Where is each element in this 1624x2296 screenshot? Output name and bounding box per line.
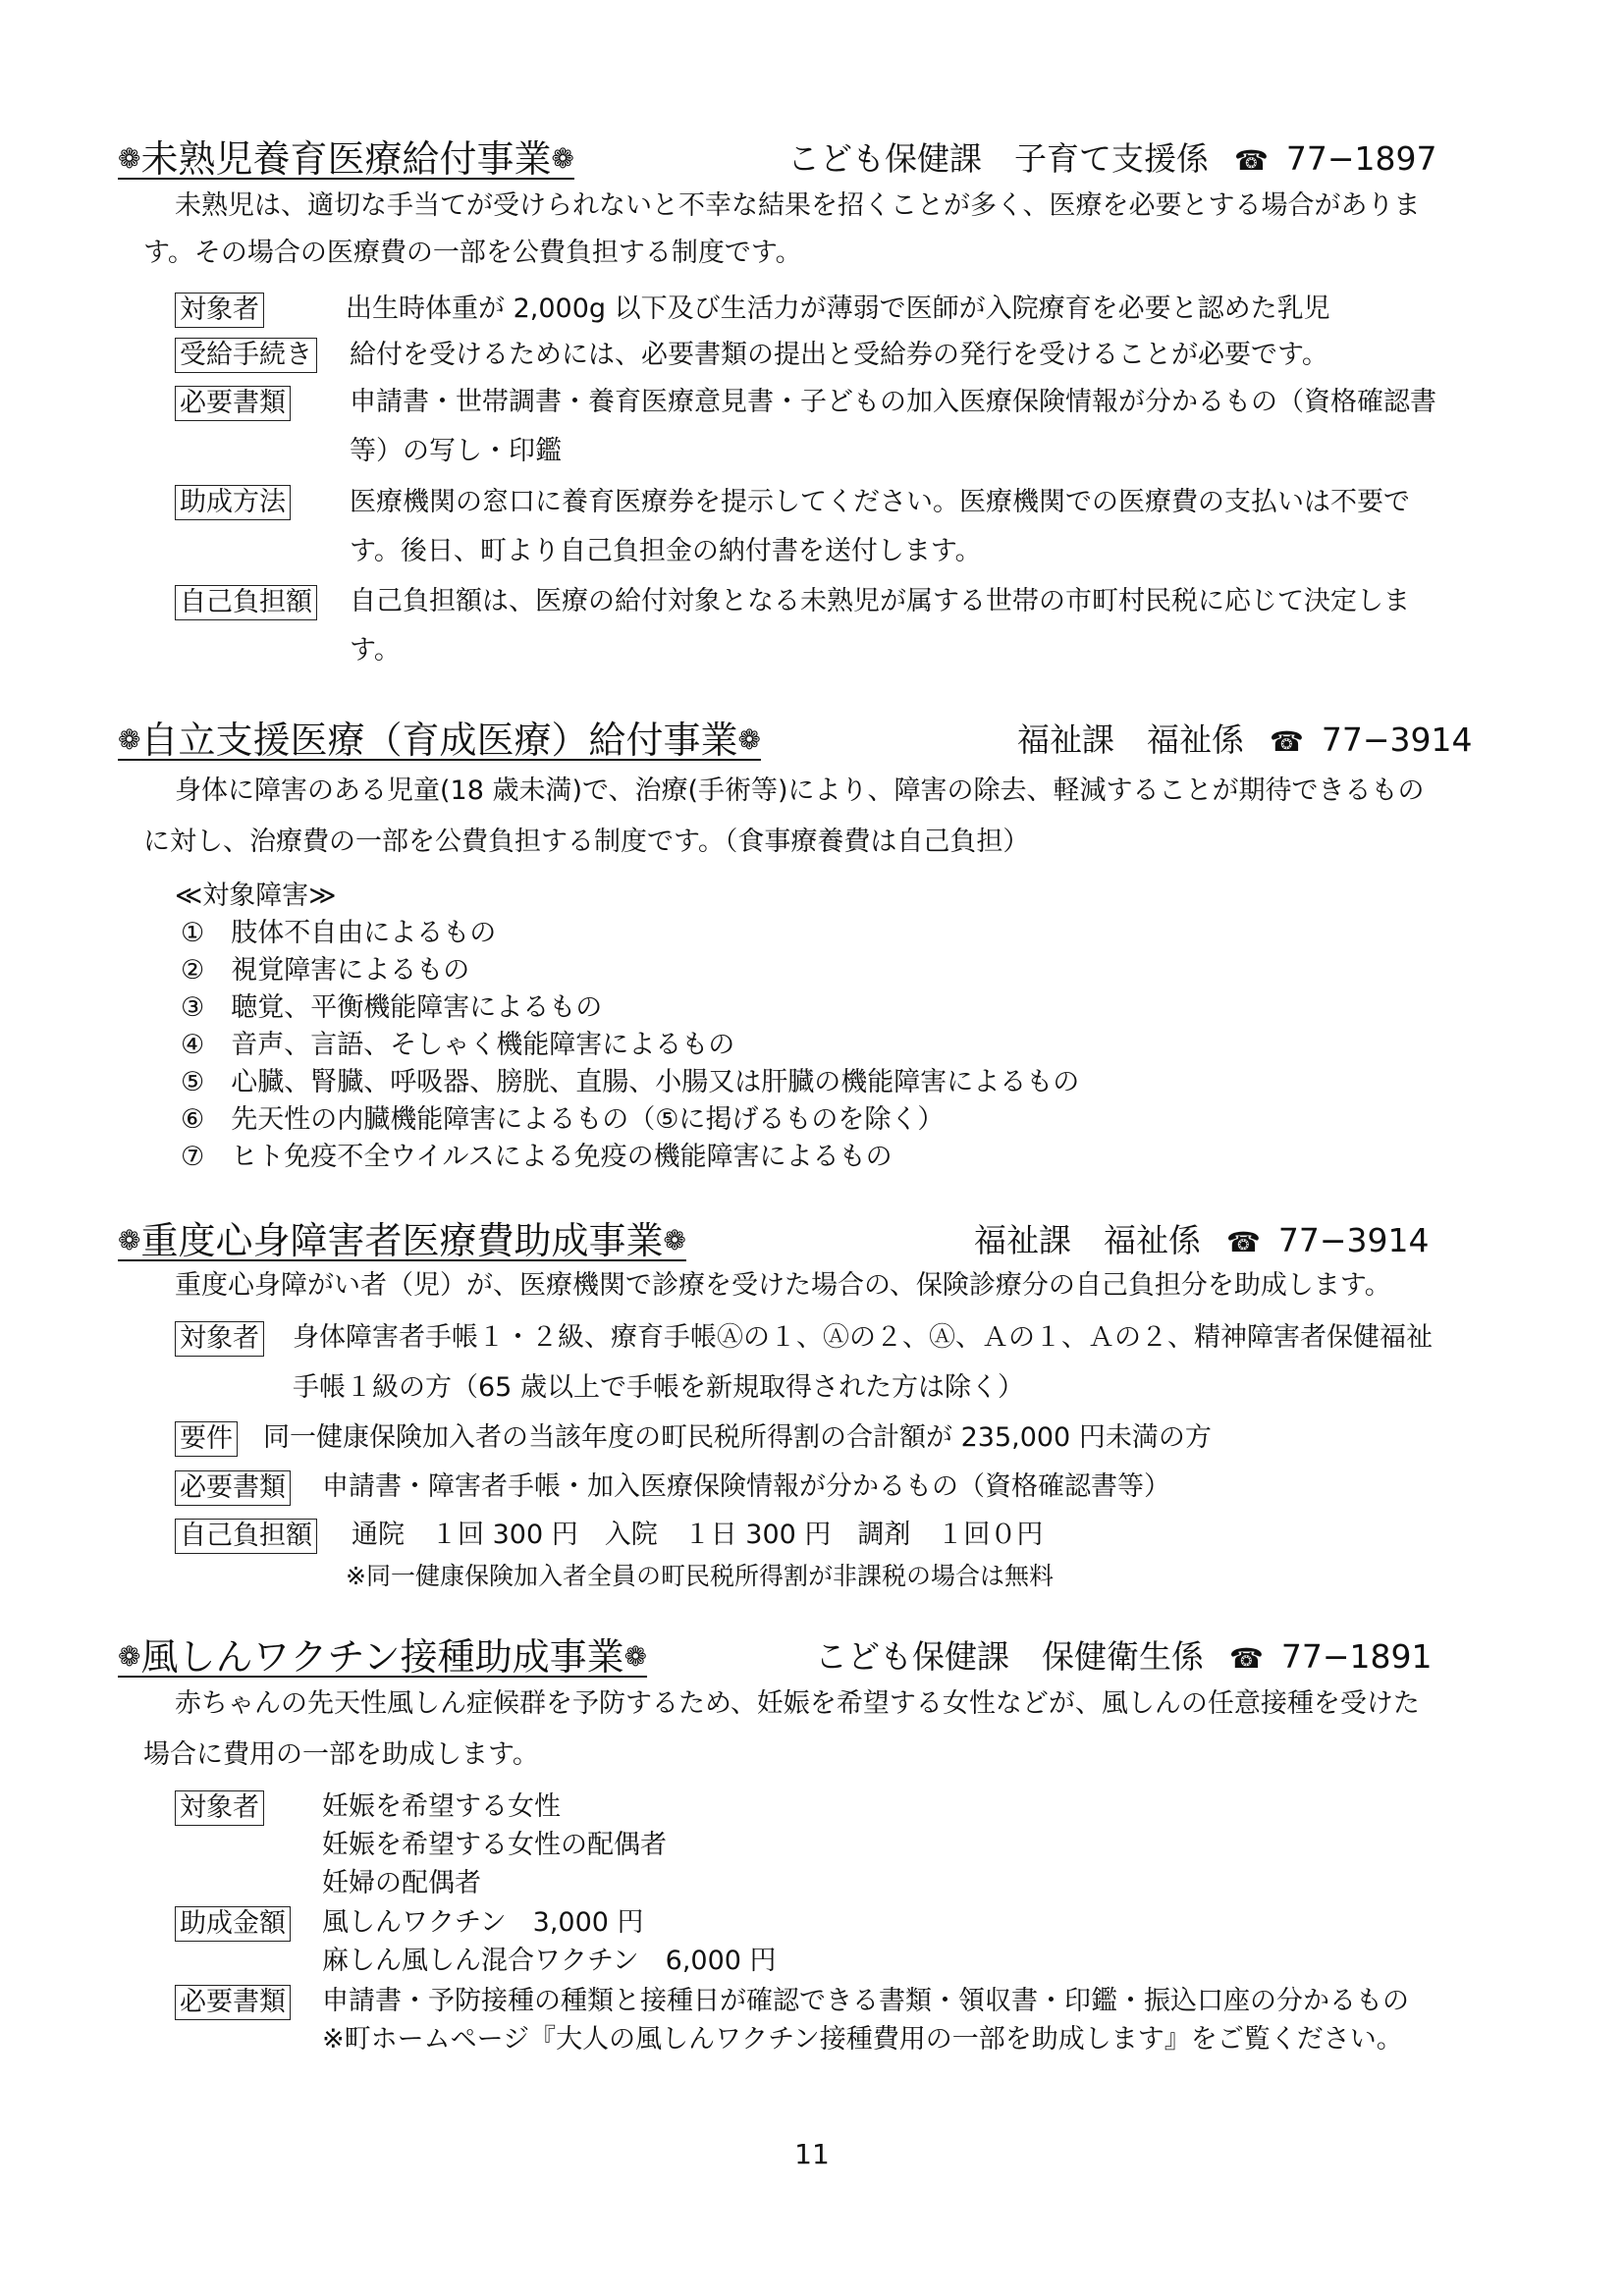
item-text: 出生時体重が 2,000g 以下及び生活力が薄弱で医師が入院療育を必要と認めた乳児 — [346, 294, 1330, 324]
section-contact: こども保健課 保健衛生係 ☎ 77−1891 — [815, 1637, 1433, 1676]
item-text: 申請書・予防接種の種類と接種日が確認できる書類・領収書・印鑑・振込口座の分かるもの — [322, 1986, 1409, 2016]
item-label: 対象者 — [175, 1321, 264, 1357]
item-text: 麻しん風しん混合ワクチン 6,000 円 — [322, 1946, 777, 1976]
item-label: 必要書類 — [175, 1470, 291, 1506]
flower-icon: ❁ — [551, 142, 574, 175]
item-label: 自己負担額 — [175, 1519, 317, 1554]
section-premature-infant-care — [0, 132, 1624, 666]
intro-line: 重度心身障がい者（児）が、医療機関で診療を受けた場合の、保険診療分の自己負担分を助成します。 — [175, 1270, 1391, 1301]
item-label: 助成金額 — [175, 1906, 291, 1942]
list-heading: ≪対象障害≫ — [175, 881, 337, 911]
list-item: ⑦ ヒト免疫不全ウイルスによる免疫の機能障害によるもの — [181, 1142, 893, 1172]
item-label: 要件 — [175, 1421, 238, 1457]
item-text: す。 — [350, 635, 401, 666]
item-text: 等）の写し・印鑑 — [350, 436, 562, 466]
section-contact: こども保健課 子育て支援係 ☎ 77−1897 — [787, 139, 1437, 178]
item-label: 自己負担額 — [175, 585, 317, 620]
section-rubella-vaccine — [0, 1629, 1624, 2055]
section-independence-support-medical — [0, 713, 1624, 1172]
item-text: 申請書・世帯調書・養育医療意見書・子どもの加入医療保険情報が分かるもの（資格確認書 — [350, 387, 1436, 417]
intro-line: に対し、治療費の一部を公費負担する制度です。（食事療養費は自己負担） — [143, 827, 1030, 857]
phone-icon: ☎ — [1226, 1226, 1261, 1258]
item-text: 風しんワクチン 3,000 円 — [322, 1907, 644, 1938]
list-item: ⑥ 先天性の内臓機能障害によるもの（⑤に掲げるものを除く） — [181, 1104, 945, 1135]
phone-icon: ☎ — [1270, 725, 1304, 758]
intro-line: 身体に障害のある児童(18 歳未満)で、治療(手術等)により、障害の除去、軽減することが期待できるもの — [175, 775, 1425, 806]
item-text: 妊婦の配偶者 — [322, 1868, 481, 1898]
item-label: 受給手続き — [175, 338, 317, 373]
section-title: ❁自立支援医療（育成医療）給付事業❁ — [118, 719, 761, 762]
phone-icon: ☎ — [1234, 144, 1269, 177]
item-text: 身体障害者手帳１・２級、療育手帳Ⓐの１、Ⓐの２、Ⓐ、Ａの１、Ａの２、精神障害者保健福祉 — [293, 1322, 1433, 1353]
item-label: 対象者 — [175, 1790, 264, 1826]
item-text: 自己負担額は、医療の給付対象となる未熟児が属する世帯の市町村民税に応じて決定しま — [350, 586, 1410, 616]
item-text: 申請書・障害者手帳・加入医療保険情報が分かるもの（資格確認書等） — [322, 1471, 1170, 1502]
section-title: ❁重度心身障害者医療費助成事業❁ — [118, 1219, 686, 1262]
item-label: 必要書類 — [175, 386, 291, 421]
intro-line: 未熟児は、適切な手当てが受けられないと不幸な結果を招くことが多く、医療を必要とする場合がありま — [175, 190, 1421, 221]
list-item: ① 肢体不自由によるもの — [181, 918, 497, 948]
item-text: ※町ホームページ『大人の風しんワクチン接種費用の一部を助成します』をご覧ください。 — [322, 2024, 1403, 2055]
item-text: 妊娠を希望する女性 — [322, 1791, 561, 1822]
list-item: ③ 聴覚、平衡機能障害によるもの — [181, 992, 603, 1023]
flower-icon: ❁ — [623, 1640, 648, 1673]
item-text: 医療機関の窓口に養育医療券を提示してください。医療機関での医療費の支払いは不要で — [350, 487, 1410, 517]
item-text: 同一健康保険加入者の当該年度の町民税所得割の合計額が 235,000 円未満の方 — [263, 1422, 1212, 1453]
section-contact: 福祉課 福祉係 ☎ 77−3914 — [974, 1221, 1430, 1259]
flower-icon: ❁ — [118, 142, 141, 175]
item-text: 給付を受けるためには、必要書類の提出と受給券の発行を受けることが必要です。 — [350, 340, 1328, 370]
item-label: 必要書類 — [175, 1985, 291, 2020]
phone-icon: ☎ — [1229, 1642, 1264, 1675]
flower-icon: ❁ — [663, 1224, 686, 1256]
section-contact: 福祉課 福祉係 ☎ 77−3914 — [1017, 721, 1473, 759]
page-number: 11 — [794, 2138, 830, 2170]
flower-icon: ❁ — [737, 723, 761, 756]
list-item: ⑤ 心臓、腎臓、呼吸器、膀胱、直腸、小腸又は肝臓の機能障害によるもの — [181, 1067, 1080, 1097]
intro-line: 場合に費用の一部を助成します。 — [143, 1739, 539, 1770]
item-text: 手帳１級の方（65 歳以上で手帳を新規取得された方は除く） — [293, 1372, 1024, 1403]
item-text: ※同一健康保険加入者全員の町民税所得割が非課税の場合は無料 — [346, 1562, 1054, 1590]
item-label: 助成方法 — [175, 485, 291, 520]
intro-line: 赤ちゃんの先天性風しん症候群を予防するため、妊娠を希望する女性などが、風しんの任意接種を受けた — [175, 1688, 1420, 1719]
flower-icon: ❁ — [118, 723, 141, 756]
section-severe-disability-medical — [0, 1213, 1624, 1590]
list-item: ④ 音声、言語、そしゃく機能障害によるもの — [181, 1030, 735, 1060]
section-title: ❁未熟児養育医療給付事業❁ — [118, 137, 574, 181]
item-text: 通院 １回 300 円 入院 １日 300 円 調剤 １回０円 — [352, 1520, 1044, 1550]
item-text: 妊娠を希望する女性の配偶者 — [322, 1830, 667, 1860]
item-label: 対象者 — [175, 293, 264, 328]
section-title: ❁風しんワクチン接種助成事業❁ — [118, 1635, 648, 1679]
flower-icon: ❁ — [118, 1224, 141, 1256]
intro-line: す。その場合の医療費の一部を公費負担する制度です。 — [143, 238, 802, 268]
flower-icon: ❁ — [118, 1640, 141, 1673]
list-item: ② 視覚障害によるもの — [181, 955, 470, 986]
item-text: す。後日、町より自己負担金の納付書を送付します。 — [350, 536, 982, 566]
